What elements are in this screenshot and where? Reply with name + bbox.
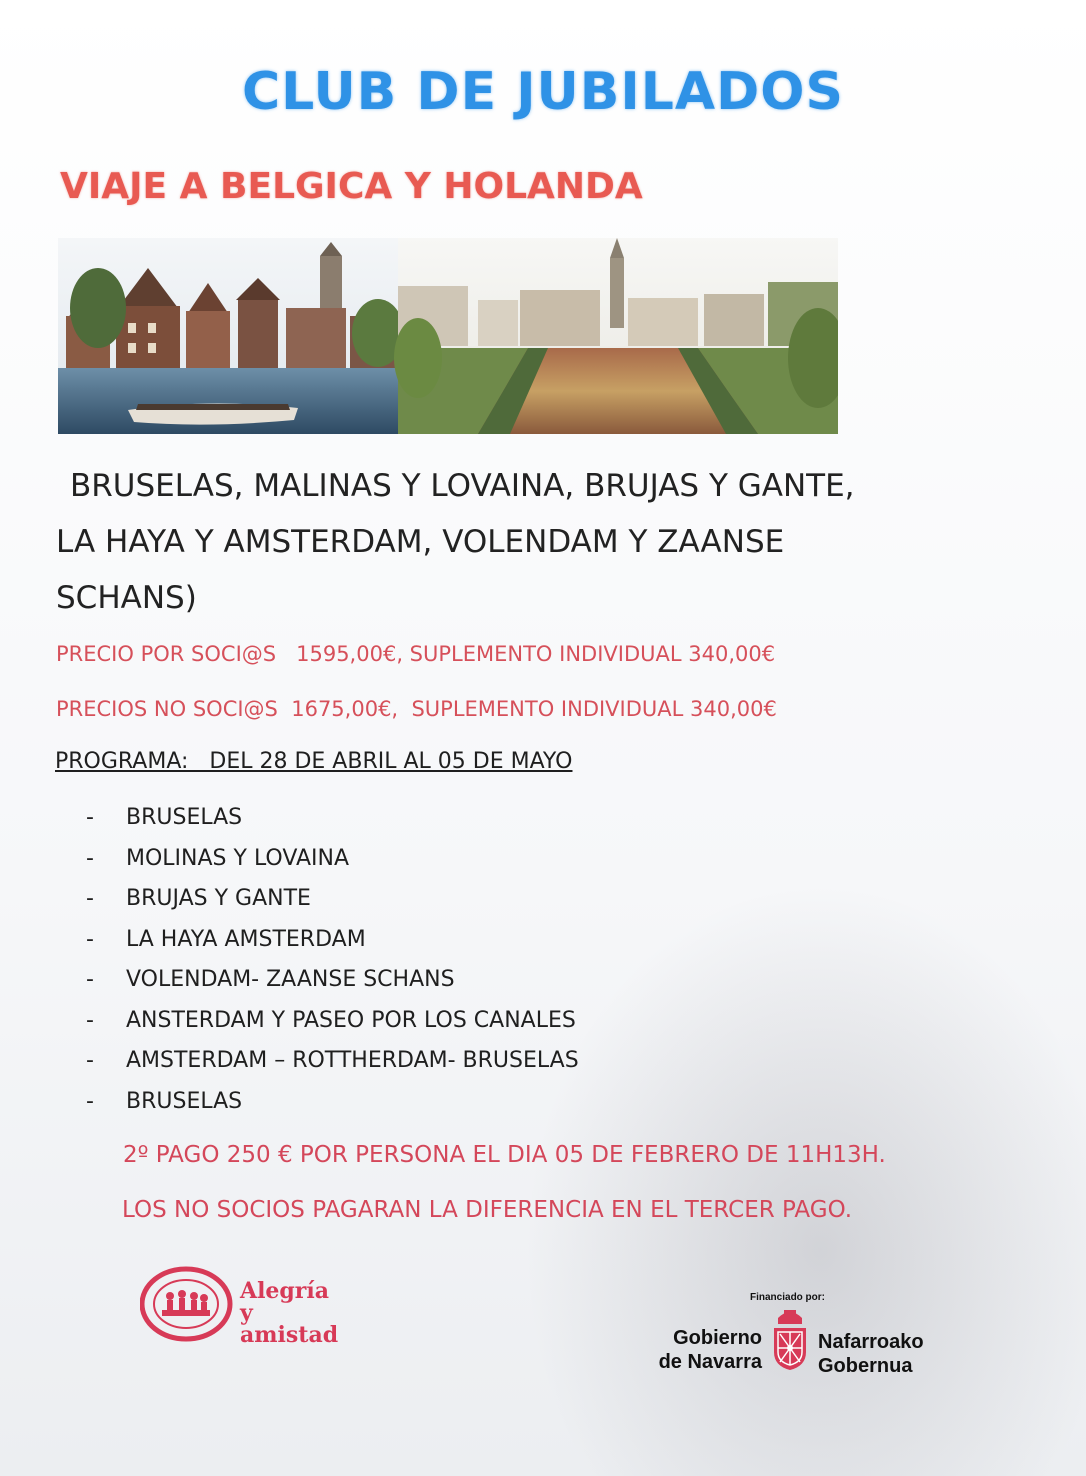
list-item-label: BRUJAS Y GANTE xyxy=(126,886,311,911)
list-item-label: AMSTERDAM – ROTTHERDAM- BRUSELAS xyxy=(126,1048,579,1073)
list-item xyxy=(86,839,579,880)
non-member-price: PRECIOS NO SOCI@S 1675,00€, SUPLEMENTO INDIVIDUAL 340,00€ xyxy=(56,697,777,721)
list-item xyxy=(86,879,579,920)
list-item xyxy=(86,1082,579,1123)
list-dash: - xyxy=(86,886,94,911)
list-item-label: LA HAYA AMSTERDAM xyxy=(126,926,366,952)
destinations-line-3: SCHANS) xyxy=(56,580,197,616)
list-item-label: MOLINAS Y LOVAINA xyxy=(126,845,350,871)
list-dash: - xyxy=(86,1088,94,1114)
navarra-shield-icon xyxy=(770,1306,810,1372)
list-dash: - xyxy=(86,1007,94,1033)
list-item xyxy=(86,798,579,839)
gov-eu-line-1: Nafarroako xyxy=(818,1331,924,1353)
member-price: PRECIO POR SOCI@S 1595,00€, SUPLEMENTO INDIVIDUAL 340,00€ xyxy=(56,642,776,666)
list-item-label: BRUSELAS xyxy=(126,805,243,830)
list-dash: - xyxy=(86,805,94,830)
destinations xyxy=(56,458,1026,626)
club-logo xyxy=(140,1266,340,1346)
list-dash: - xyxy=(86,1048,94,1073)
club-name-line-2: y amistad xyxy=(240,1300,339,1348)
club-seal-icon xyxy=(140,1266,236,1342)
list-dash: - xyxy=(86,926,94,952)
list-dash: - xyxy=(86,967,94,992)
list-item-label: VOLENDAM- ZAANSE SCHANS xyxy=(126,967,455,992)
list-item xyxy=(86,920,579,961)
gov-eu-line-2: Gobernua xyxy=(818,1355,913,1377)
program-heading: PROGRAMA: DEL 28 DE ABRIL AL 05 DE MAYO xyxy=(55,749,573,774)
gov-es-line-1: Gobierno xyxy=(673,1327,762,1349)
list-dash: - xyxy=(86,845,94,871)
club-name xyxy=(240,1280,340,1346)
destinations-line-1: BRUSELAS, MALINAS Y LOVAINA, BRUJAS Y GANTE, xyxy=(70,468,855,504)
list-item-label: ANSTERDAM Y PASEO POR LOS CANALES xyxy=(126,1007,576,1033)
non-member-payment-note: LOS NO SOCIOS PAGARAN LA DIFERENCIA EN EL TERCER PAGO. xyxy=(122,1197,853,1223)
list-item-label: BRUSELAS xyxy=(126,1088,243,1114)
trip-subtitle: VIAJE A BELGICA Y HOLANDA xyxy=(60,166,643,207)
page-title: CLUB DE JUBILADOS xyxy=(242,62,844,122)
list-item xyxy=(86,1001,579,1042)
destinations-line-2: LA HAYA Y AMSTERDAM, VOLENDAM Y ZAANSE xyxy=(56,524,785,560)
itinerary-list xyxy=(86,798,579,1122)
gov-name-basque xyxy=(818,1330,924,1378)
gov-name-spanish xyxy=(650,1326,762,1374)
list-item xyxy=(86,960,579,1001)
gov-es-line-2: de Navarra xyxy=(658,1351,762,1373)
club-name-line-1: Alegría xyxy=(240,1278,330,1304)
government-logo xyxy=(650,1292,950,1392)
second-payment-note: 2º PAGO 250 € POR PERSONA EL DIA 05 DE FEBRERO DE 11H13H. xyxy=(123,1142,886,1168)
list-item xyxy=(86,1041,579,1082)
city-photo-collage xyxy=(58,238,838,434)
funded-by-label: Financiado por: xyxy=(750,1292,825,1303)
